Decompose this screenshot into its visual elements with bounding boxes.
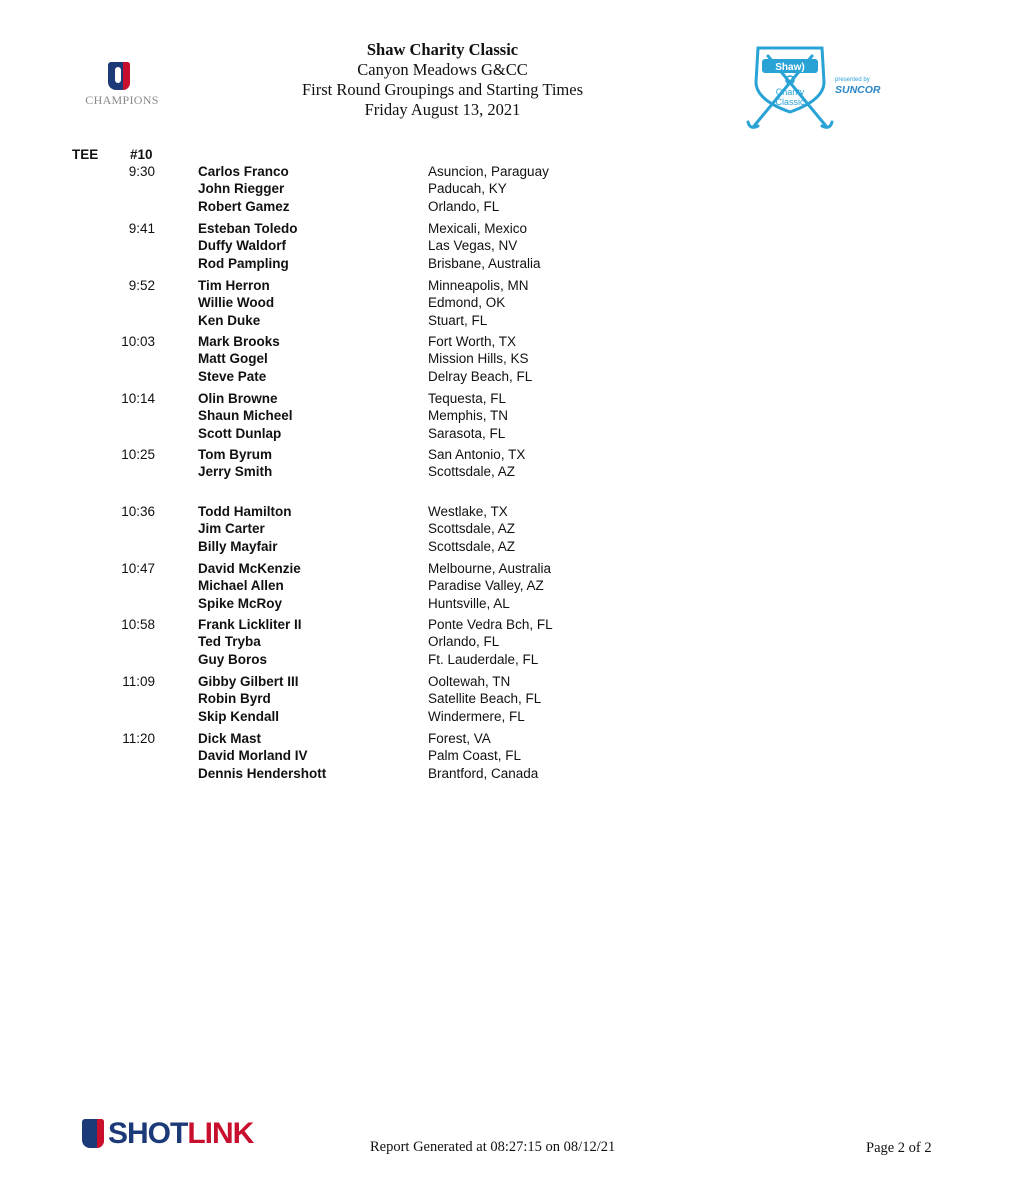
- report-date: Friday August 13, 2021: [364, 100, 521, 119]
- player-hometown: Fort Worth, TX: [428, 334, 517, 349]
- player-hometown: Stuart, FL: [428, 312, 488, 328]
- report-subtitle: First Round Groupings and Starting Times: [302, 80, 583, 99]
- player-row: [0, 765, 700, 782]
- tee-time: 10:25: [121, 447, 155, 462]
- shotlink-logo: SHOTLINK: [82, 1116, 292, 1152]
- player-row: [0, 220, 700, 237]
- player-hometown: Orlando, FL: [428, 198, 500, 214]
- player-name: Ted Tryba: [198, 634, 261, 650]
- report-generated-text: Report Generated at 08:27:15 on 08/12/21: [370, 1139, 616, 1155]
- player-name: Todd Hamilton: [198, 504, 292, 519]
- player-hometown: San Antonio, TX: [428, 447, 526, 462]
- player-hometown: Asuncion, Paraguay: [428, 164, 549, 179]
- player-row: [0, 294, 700, 311]
- player-name: David Morland IV: [198, 748, 308, 764]
- pga-shield-icon: [82, 1119, 104, 1148]
- player-hometown: Minneapolis, MN: [428, 278, 529, 293]
- player-name: Gibby Gilbert III: [198, 674, 299, 689]
- tee-time: 10:14: [121, 391, 155, 406]
- player-hometown: Paducah, KY: [428, 181, 507, 197]
- shaw-charity-classic-logo: [740, 42, 900, 132]
- player-name: Steve Pate: [198, 368, 267, 384]
- player-hometown: Ponte Vedra Bch, FL: [428, 617, 553, 632]
- player-name: Frank Lickliter II: [198, 617, 302, 632]
- player-name: Carlos Franco: [198, 164, 289, 179]
- player-hometown: Memphis, TN: [428, 408, 509, 424]
- svg-text:Classic: Classic: [775, 97, 805, 107]
- shaw-crest-icon: [740, 42, 840, 132]
- player-row: [0, 651, 700, 668]
- player-name: Rod Pampling: [198, 255, 289, 271]
- player-hometown: Ooltewah, TN: [428, 674, 511, 689]
- player-name: Jerry Smith: [198, 464, 273, 480]
- player-name: Guy Boros: [198, 651, 268, 667]
- tee-time: 11:09: [122, 674, 155, 689]
- player-row: [0, 312, 700, 329]
- player-hometown: Mission Hills, KS: [428, 351, 529, 367]
- pga-shield-icon: [108, 62, 130, 90]
- player-name: Skip Kendall: [198, 708, 280, 724]
- player-name: Michael Allen: [198, 578, 284, 594]
- player-row: [0, 255, 700, 272]
- player-name: Shaun Micheel: [198, 408, 293, 424]
- player-row: [0, 333, 700, 350]
- player-name: Duffy Waldorf: [198, 238, 286, 254]
- player-name: Esteban Toledo: [198, 221, 298, 236]
- player-name: Jim Carter: [198, 521, 265, 537]
- player-name: Tim Herron: [198, 278, 270, 293]
- tee-number: #10: [130, 147, 153, 162]
- player-row: [0, 180, 700, 197]
- tee-label: TEE: [72, 147, 99, 162]
- page-number: Page 2 of 2: [866, 1140, 932, 1156]
- player-row: [0, 690, 700, 707]
- player-hometown: Huntsville, AL: [428, 595, 510, 611]
- column-header-row: [0, 146, 200, 163]
- player-row: [0, 390, 700, 407]
- player-hometown: Delray Beach, FL: [428, 368, 533, 384]
- tee-time: 9:52: [128, 278, 155, 293]
- player-name: David McKenzie: [198, 561, 301, 576]
- player-row: [0, 407, 700, 424]
- player-row: [0, 520, 700, 537]
- player-hometown: Scottsdale, AZ: [428, 464, 516, 480]
- tee-time: 10:03: [121, 334, 155, 349]
- player-row: [0, 577, 700, 594]
- player-name: Willie Wood: [198, 295, 275, 311]
- player-row: [0, 708, 700, 725]
- player-row: [0, 730, 700, 747]
- presented-by-text: presented by: [835, 77, 870, 83]
- player-hometown: Westlake, TX: [428, 504, 508, 519]
- champions-wordmark: CHAMPIONS: [85, 93, 159, 107]
- suncor-wordmark: SUNCOR: [835, 84, 881, 96]
- player-hometown: Orlando, FL: [428, 634, 500, 650]
- player-hometown: Ft. Lauderdale, FL: [428, 651, 539, 667]
- player-row: [0, 633, 700, 650]
- course-name: Canyon Meadows G&CC: [357, 60, 528, 79]
- player-row: [0, 446, 700, 463]
- player-hometown: Sarasota, FL: [428, 425, 506, 441]
- player-name: Mark Brooks: [198, 334, 280, 349]
- player-row: [0, 198, 700, 215]
- player-row: [0, 463, 700, 480]
- tee-time: 9:30: [128, 164, 155, 179]
- tee-time: 10:58: [121, 617, 155, 632]
- svg-text:Charity: Charity: [775, 87, 805, 97]
- player-name: Robin Byrd: [198, 691, 271, 707]
- player-hometown: Las Vegas, NV: [428, 238, 518, 254]
- player-row: [0, 560, 700, 577]
- player-name: John Riegger: [198, 181, 285, 197]
- player-row: [0, 538, 700, 555]
- player-row: [0, 425, 700, 442]
- player-hometown: Satellite Beach, FL: [428, 691, 542, 707]
- player-name: Matt Gogel: [198, 351, 268, 367]
- player-name: Spike McRoy: [198, 595, 283, 611]
- player-name: Robert Gamez: [198, 198, 290, 214]
- player-row: [0, 616, 700, 633]
- tee-time: 11:20: [122, 731, 155, 746]
- player-hometown: Forest, VA: [428, 731, 491, 746]
- player-hometown: Brisbane, Australia: [428, 255, 541, 271]
- player-hometown: Scottsdale, AZ: [428, 521, 516, 537]
- player-hometown: Windermere, FL: [428, 708, 525, 724]
- player-row: [0, 368, 700, 385]
- player-name: Scott Dunlap: [198, 425, 282, 441]
- tournament-title: Shaw Charity Classic: [366, 40, 519, 59]
- player-name: Dennis Hendershott: [198, 765, 327, 781]
- player-hometown: Paradise Valley, AZ: [428, 578, 544, 594]
- player-hometown: Edmond, OK: [428, 295, 506, 311]
- player-row: [0, 747, 700, 764]
- player-name: Billy Mayfair: [198, 538, 278, 554]
- player-hometown: Scottsdale, AZ: [428, 538, 516, 554]
- player-row: [0, 503, 700, 520]
- player-row: [0, 237, 700, 254]
- player-row: [0, 673, 700, 690]
- player-name: Tom Byrum: [198, 447, 273, 462]
- player-name: Ken Duke: [198, 312, 261, 328]
- player-row: [0, 277, 700, 294]
- player-hometown: Mexicali, Mexico: [428, 221, 528, 236]
- player-hometown: Tequesta, FL: [428, 391, 507, 406]
- tee-time: 10:36: [121, 504, 155, 519]
- player-hometown: Palm Coast, FL: [428, 748, 522, 764]
- player-row: [0, 350, 700, 367]
- player-row: [0, 163, 700, 180]
- player-hometown: Brantford, Canada: [428, 765, 539, 781]
- player-hometown: Melbourne, Australia: [428, 561, 552, 576]
- pga-champions-logo: [78, 62, 168, 112]
- tee-time: 10:47: [121, 561, 155, 576]
- player-row: [0, 595, 700, 612]
- tee-time: 9:41: [128, 221, 155, 236]
- player-name: Olin Browne: [198, 391, 278, 406]
- svg-text:Shaw): Shaw): [775, 62, 805, 73]
- player-name: Dick Mast: [198, 731, 262, 746]
